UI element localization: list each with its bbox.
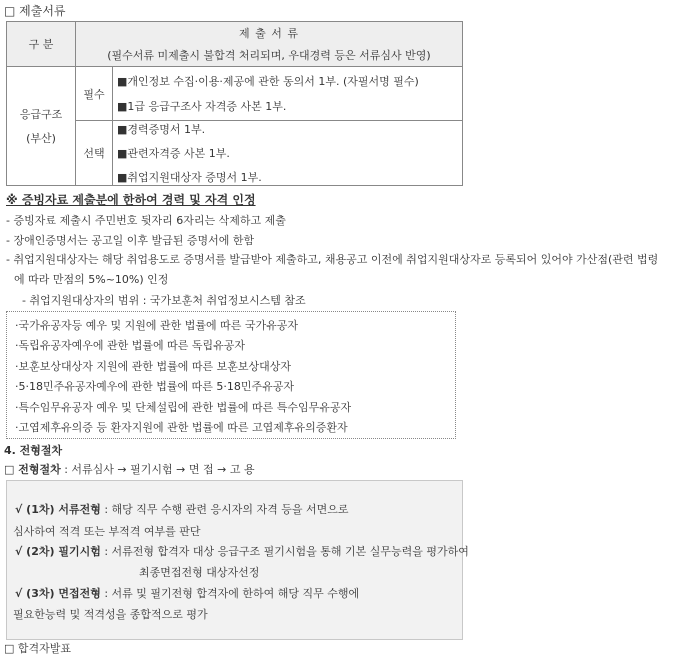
note-item: - 증빙자료 제출시 주민번호 뒷자리 6자리는 삭제하고 제출 [6,214,286,227]
table-header-documents: 제 출 서 류 (필수서류 미제출시 불합격 처리되며, 우대경력 등은 서류심사 반영) [76,22,463,67]
stage-1-detail: 심사하여 적격 또는 부적격 여부를 판단 [13,525,201,538]
stage-3: √ (3차) 면접전형 : 서류 및 필기전형 합격자에 한하여 해당 직무 수행에 [15,587,360,600]
note-item: - 장애인증명서는 공고일 이후 발급된 증명서에 한함 [6,234,255,247]
selection-heading: 4. 전형절차 [4,444,63,457]
announcement-heading: □ 합격자발표 [4,642,72,655]
law-list-item: ·보훈보상대상자 지원에 관한 법률에 따른 보훈보상대상자 [15,360,292,373]
law-list-item: ·고엽제후유의증 등 환자지원에 관한 법률에 따른 고엽제후유의증환자 [15,421,348,434]
required-label: 필수 [76,67,113,121]
selection-flow: □ 전형절차 : 서류심사 → 필기시험 → 면 접 → 고 용 [4,463,255,476]
stage-1: √ (1차) 서류전형 : 해당 직무 수행 관련 응시자의 자격 등을 서면으로 [15,503,349,516]
law-list-item: ·국가유공자등 예우 및 지원에 관한 법률에 따른 국가유공자 [15,319,298,332]
table-cell-category: 응급구조 (부산) [7,67,76,186]
note-item: 에 따라 만점의 5%~10%) 인정 [14,273,169,286]
stage-3-detail: 필요한능력 및 적격성을 종합적으로 평가 [13,608,208,621]
stage-2-detail: 최종면접전형 대상자선정 [139,566,260,579]
selection-stages-box [6,480,469,640]
law-list-item: ·독립유공자예우에 관한 법률에 따른 독립유공자 [15,339,246,352]
section-heading-documents: □ 제출서류 [4,4,66,18]
note-item: - 취업지원대상자는 해당 취업용도로 증명서를 발급받아 제출하고, 채용공고 이전에 취업지원대상자로 등록되어 있어야 가산점(관련 법령 [6,253,659,266]
notes-main: ※ 증빙자료 제출분에 한하여 경력 및 자격 인정 [6,193,256,207]
law-list-box [6,311,456,439]
stage-2: √ (2차) 필기시험 : 서류전형 합격자 대상 응급구조 필기시험을 통해 기본 실무능력을 평가하여 [15,545,469,558]
table-header-category: 구 분 [7,22,76,67]
note-item: - 취업지원대상자의 범위 : 국가보훈처 취업정보시스템 참조 [22,294,306,307]
optional-label: 선택 [76,121,113,186]
documents-table [6,21,463,186]
law-list-item: ·특수임무유공자 예우 및 단체설립에 관한 법률에 따른 특수임무유공자 [15,401,352,414]
law-list-item: ·5·18민주유공자예우에 관한 법률에 따른 5·18민주유공자 [15,380,294,393]
optional-items: ■경력증명서 1부. ■관련자격증 사본 1부. ■취업지원대상자 증명서 1부. [113,121,463,186]
required-items: ■개인정보 수집·이용·제공에 관한 동의서 1부. (자필서명 필수) ■1급 응급구조사 자격증 사본 1부. [113,67,463,121]
